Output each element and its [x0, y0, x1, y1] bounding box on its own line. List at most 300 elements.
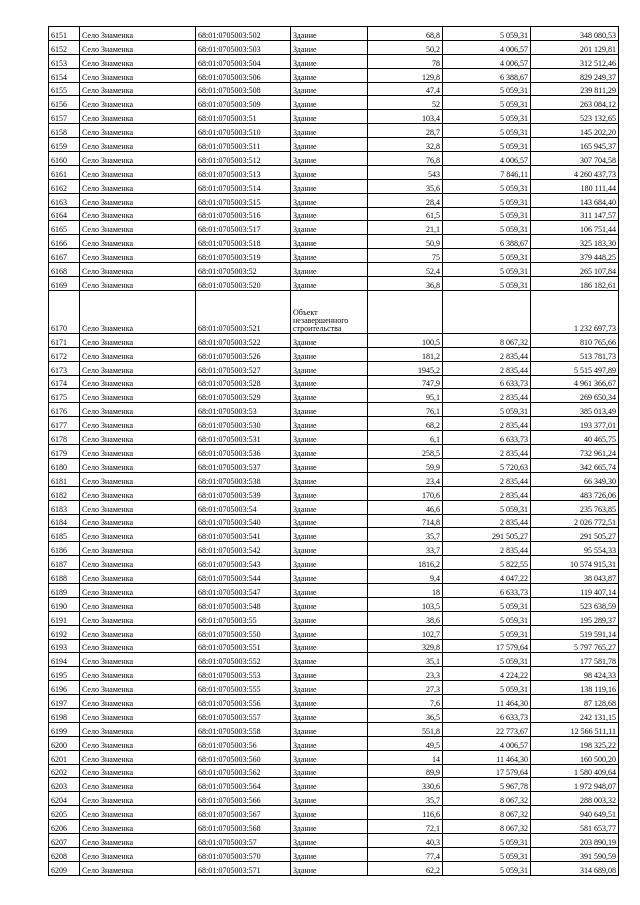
object-type-cell: Здание: [291, 207, 368, 221]
unit-value-cell: 5 059,31: [443, 263, 531, 277]
cadastral-value-cell: 106 751,44: [531, 221, 619, 235]
object-type-cell: Здание: [291, 514, 368, 528]
object-type-cell: Здание: [291, 500, 368, 514]
area-cell: 36,5: [368, 708, 443, 722]
unit-value-cell: 4 047,22: [443, 570, 531, 584]
area-cell: 95,1: [368, 389, 443, 403]
cadastral-value-cell: 348 080,53: [531, 27, 619, 41]
cadastral-number-cell: 68:01:0705003:515: [196, 193, 291, 207]
table-row: [49, 778, 619, 792]
area-cell: 714,8: [368, 514, 443, 528]
table-row: [49, 542, 619, 556]
area-cell: [368, 290, 443, 333]
cadastral-number-cell: 68:01:0705003:544: [196, 570, 291, 584]
area-cell: 103,4: [368, 110, 443, 124]
cadastral-number-cell: 68:01:0705003:529: [196, 389, 291, 403]
table-row: [49, 500, 619, 514]
area-cell: 747,9: [368, 375, 443, 389]
object-type-cell: Здание: [291, 152, 368, 166]
unit-value-cell: 5 059,31: [443, 27, 531, 41]
object-type-cell: Здание: [291, 847, 368, 861]
row-number-cell: 6179: [49, 445, 80, 459]
object-type-cell: Здание: [291, 639, 368, 653]
area-cell: 76,8: [368, 152, 443, 166]
area-cell: 9,4: [368, 570, 443, 584]
settlement-name-cell: Село Знаменка: [80, 431, 196, 445]
settlement-name-cell: Село Знаменка: [80, 179, 196, 193]
unit-value-cell: 5 059,31: [443, 249, 531, 263]
row-number-cell: 6186: [49, 542, 80, 556]
unit-value-cell: 11 464,30: [443, 750, 531, 764]
unit-value-cell: 7 846,11: [443, 165, 531, 179]
settlement-name-cell: Село Знаменка: [80, 486, 196, 500]
row-number-cell: 6164: [49, 207, 80, 221]
object-type-cell: Здание: [291, 445, 368, 459]
cadastral-number-cell: 68:01:0705003:522: [196, 333, 291, 347]
table-row: [49, 27, 619, 41]
unit-value-cell: 6 388,67: [443, 235, 531, 249]
settlement-name-cell: Село Знаменка: [80, 82, 196, 96]
table-row: [49, 290, 619, 333]
row-number-cell: 6202: [49, 764, 80, 778]
cadastral-value-cell: 119 407,14: [531, 583, 619, 597]
table-body: [49, 27, 619, 876]
row-number-cell: 6154: [49, 68, 80, 82]
unit-value-cell: 5 059,31: [443, 403, 531, 417]
area-cell: 52,4: [368, 263, 443, 277]
cadastral-number-cell: 68:01:0705003:536: [196, 445, 291, 459]
table-row: [49, 138, 619, 152]
area-cell: 59,9: [368, 458, 443, 472]
area-cell: 75: [368, 249, 443, 263]
unit-value-cell: 2 835,44: [443, 347, 531, 361]
cadastral-value-cell: 203 890,19: [531, 833, 619, 847]
settlement-name-cell: Село Знаменка: [80, 249, 196, 263]
row-number-cell: 6155: [49, 82, 80, 96]
table-row: [49, 667, 619, 681]
table-row: [49, 389, 619, 403]
cadastral-number-cell: 68:01:0705003:503: [196, 40, 291, 54]
cadastral-value-cell: 4 961 366,67: [531, 375, 619, 389]
object-type-cell: Здание: [291, 695, 368, 709]
settlement-name-cell: Село Знаменка: [80, 124, 196, 138]
settlement-name-cell: Село Знаменка: [80, 207, 196, 221]
cadastral-value-cell: 98 424,33: [531, 667, 619, 681]
table-row: [49, 361, 619, 375]
cadastral-value-cell: 38 043,87: [531, 570, 619, 584]
cadastral-number-cell: 68:01:0705003:519: [196, 249, 291, 263]
cadastral-number-cell: 68:01:0705003:547: [196, 583, 291, 597]
unit-value-cell: 4 006,57: [443, 40, 531, 54]
object-type-cell: Здание: [291, 54, 368, 68]
table-row: [49, 179, 619, 193]
unit-value-cell: 2 835,44: [443, 514, 531, 528]
cadastral-value-cell: 95 554,33: [531, 542, 619, 556]
cadastral-value-cell: 263 084,12: [531, 96, 619, 110]
settlement-name-cell: Село Знаменка: [80, 806, 196, 820]
settlement-name-cell: Село Знаменка: [80, 792, 196, 806]
settlement-name-cell: Село Знаменка: [80, 110, 196, 124]
area-cell: 23,3: [368, 667, 443, 681]
area-cell: 46,6: [368, 500, 443, 514]
area-cell: 49,5: [368, 736, 443, 750]
object-type-cell: Здание: [291, 389, 368, 403]
cadastral-number-cell: 68:01:0705003:541: [196, 528, 291, 542]
area-cell: 77,4: [368, 847, 443, 861]
cadastral-table: [48, 26, 619, 876]
cadastral-number-cell: 68:01:0705003:510: [196, 124, 291, 138]
table-row: [49, 96, 619, 110]
settlement-name-cell: Село Знаменка: [80, 445, 196, 459]
settlement-name-cell: Село Знаменка: [80, 597, 196, 611]
table-row: [49, 653, 619, 667]
cadastral-value-cell: 186 182,61: [531, 277, 619, 291]
unit-value-cell: 5 059,31: [443, 861, 531, 875]
table-row: [49, 570, 619, 584]
area-cell: 129,8: [368, 68, 443, 82]
table-row: [49, 431, 619, 445]
settlement-name-cell: Село Знаменка: [80, 833, 196, 847]
cadastral-number-cell: 68:01:0705003:548: [196, 597, 291, 611]
object-type-cell: Здание: [291, 235, 368, 249]
unit-value-cell: 5 059,31: [443, 96, 531, 110]
row-number-cell: 6176: [49, 403, 80, 417]
cadastral-value-cell: 87 128,68: [531, 695, 619, 709]
table-row: [49, 249, 619, 263]
cadastral-number-cell: 68:01:0705003:551: [196, 639, 291, 653]
table-row: [49, 750, 619, 764]
cadastral-value-cell: 940 649,51: [531, 806, 619, 820]
object-type-cell: Здание: [291, 820, 368, 834]
table-row: [49, 583, 619, 597]
object-type-cell: Здание: [291, 403, 368, 417]
cadastral-number-cell: 68:01:0705003:52: [196, 263, 291, 277]
settlement-name-cell: Село Знаменка: [80, 611, 196, 625]
settlement-name-cell: Село Знаменка: [80, 389, 196, 403]
unit-value-cell: 8 067,32: [443, 806, 531, 820]
cadastral-number-cell: 68:01:0705003:527: [196, 361, 291, 375]
unit-value-cell: 5 720,63: [443, 458, 531, 472]
table-row: [49, 165, 619, 179]
area-cell: 52: [368, 96, 443, 110]
settlement-name-cell: Село Знаменка: [80, 667, 196, 681]
row-number-cell: 6171: [49, 333, 80, 347]
settlement-name-cell: Село Знаменка: [80, 138, 196, 152]
cadastral-number-cell: 68:01:0705003:564: [196, 778, 291, 792]
unit-value-cell: 8 067,32: [443, 792, 531, 806]
settlement-name-cell: Село Знаменка: [80, 570, 196, 584]
cadastral-number-cell: 68:01:0705003:553: [196, 667, 291, 681]
settlement-name-cell: Село Знаменка: [80, 165, 196, 179]
cadastral-number-cell: 68:01:0705003:53: [196, 403, 291, 417]
settlement-name-cell: Село Знаменка: [80, 361, 196, 375]
cadastral-value-cell: 1 580 409,64: [531, 764, 619, 778]
cadastral-number-cell: 68:01:0705003:512: [196, 152, 291, 166]
row-number-cell: 6162: [49, 179, 80, 193]
table-row: [49, 403, 619, 417]
area-cell: 35,6: [368, 179, 443, 193]
area-cell: 18: [368, 583, 443, 597]
row-number-cell: 6174: [49, 375, 80, 389]
table-row: [49, 458, 619, 472]
settlement-name-cell: Село Знаменка: [80, 639, 196, 653]
unit-value-cell: 6 633,73: [443, 431, 531, 445]
object-type-cell: Здание: [291, 750, 368, 764]
cadastral-value-cell: 391 590,59: [531, 847, 619, 861]
settlement-name-cell: Село Знаменка: [80, 653, 196, 667]
cadastral-value-cell: 66 349,30: [531, 472, 619, 486]
object-type-cell: Здание: [291, 667, 368, 681]
unit-value-cell: 5 059,31: [443, 653, 531, 667]
row-number-cell: 6166: [49, 235, 80, 249]
cadastral-number-cell: 68:01:0705003:566: [196, 792, 291, 806]
table-row: [49, 611, 619, 625]
row-number-cell: 6181: [49, 472, 80, 486]
cadastral-value-cell: 314 689,08: [531, 861, 619, 875]
row-number-cell: 6152: [49, 40, 80, 54]
unit-value-cell: 6 388,67: [443, 68, 531, 82]
row-number-cell: 6180: [49, 458, 80, 472]
area-cell: 1945,2: [368, 361, 443, 375]
row-number-cell: 6196: [49, 681, 80, 695]
cadastral-value-cell: 195 289,37: [531, 611, 619, 625]
area-cell: 28,7: [368, 124, 443, 138]
row-number-cell: 6184: [49, 514, 80, 528]
unit-value-cell: 6 633,73: [443, 583, 531, 597]
table-row: [49, 193, 619, 207]
cadastral-number-cell: 68:01:0705003:558: [196, 722, 291, 736]
area-cell: 89,9: [368, 764, 443, 778]
area-cell: 1816,2: [368, 556, 443, 570]
cadastral-value-cell: 581 653,77: [531, 820, 619, 834]
cadastral-number-cell: 68:01:0705003:521: [196, 290, 291, 333]
unit-value-cell: 17 579,64: [443, 764, 531, 778]
object-type-cell: Здание: [291, 361, 368, 375]
cadastral-value-cell: 379 448,25: [531, 249, 619, 263]
area-cell: 330,6: [368, 778, 443, 792]
table-row: [49, 417, 619, 431]
settlement-name-cell: Село Знаменка: [80, 514, 196, 528]
table-row: [49, 708, 619, 722]
row-number-cell: 6182: [49, 486, 80, 500]
cadastral-value-cell: 342 665,74: [531, 458, 619, 472]
area-cell: 35,7: [368, 528, 443, 542]
cadastral-value-cell: 307 704,58: [531, 152, 619, 166]
cadastral-number-cell: 68:01:0705003:54: [196, 500, 291, 514]
settlement-name-cell: Село Знаменка: [80, 820, 196, 834]
settlement-name-cell: Село Знаменка: [80, 722, 196, 736]
area-cell: 116,6: [368, 806, 443, 820]
unit-value-cell: 2 835,44: [443, 472, 531, 486]
cadastral-number-cell: 68:01:0705003:539: [196, 486, 291, 500]
area-cell: 551,8: [368, 722, 443, 736]
object-type-cell: Здание: [291, 110, 368, 124]
row-number-cell: 6167: [49, 249, 80, 263]
unit-value-cell: 22 773,67: [443, 722, 531, 736]
table-row: [49, 375, 619, 389]
area-cell: 27,3: [368, 681, 443, 695]
cadastral-value-cell: 160 500,20: [531, 750, 619, 764]
table-row: [49, 235, 619, 249]
cadastral-number-cell: 68:01:0705003:56: [196, 736, 291, 750]
object-type-cell: Здание: [291, 472, 368, 486]
area-cell: 21,1: [368, 221, 443, 235]
settlement-name-cell: Село Знаменка: [80, 27, 196, 41]
table-row: [49, 792, 619, 806]
table-row: [49, 124, 619, 138]
cadastral-number-cell: 68:01:0705003:538: [196, 472, 291, 486]
object-type-cell: Здание: [291, 681, 368, 695]
area-cell: 38,6: [368, 611, 443, 625]
area-cell: 72,1: [368, 820, 443, 834]
area-cell: 33,7: [368, 542, 443, 556]
settlement-name-cell: Село Знаменка: [80, 333, 196, 347]
settlement-name-cell: Село Знаменка: [80, 347, 196, 361]
cadastral-number-cell: 68:01:0705003:508: [196, 82, 291, 96]
cadastral-number-cell: 68:01:0705003:567: [196, 806, 291, 820]
cadastral-value-cell: 40 465,75: [531, 431, 619, 445]
object-type-cell: Здание: [291, 82, 368, 96]
table-row: [49, 263, 619, 277]
object-type-cell: Здание: [291, 722, 368, 736]
cadastral-number-cell: 68:01:0705003:530: [196, 417, 291, 431]
settlement-name-cell: Село Знаменка: [80, 695, 196, 709]
row-number-cell: 6158: [49, 124, 80, 138]
object-type-cell: Здание: [291, 193, 368, 207]
object-type-cell: Здание: [291, 40, 368, 54]
settlement-name-cell: Село Знаменка: [80, 277, 196, 291]
cadastral-number-cell: 68:01:0705003:571: [196, 861, 291, 875]
table-row: [49, 861, 619, 875]
row-number-cell: 6194: [49, 653, 80, 667]
object-type-cell: Здание: [291, 625, 368, 639]
settlement-name-cell: Село Знаменка: [80, 417, 196, 431]
unit-value-cell: 2 835,44: [443, 417, 531, 431]
unit-value-cell: 291 505,27: [443, 528, 531, 542]
row-number-cell: 6168: [49, 263, 80, 277]
cadastral-number-cell: 68:01:0705003:540: [196, 514, 291, 528]
unit-value-cell: 5 059,31: [443, 221, 531, 235]
table-row: [49, 82, 619, 96]
cadastral-number-cell: 68:01:0705003:562: [196, 764, 291, 778]
table-row: [49, 514, 619, 528]
settlement-name-cell: Село Знаменка: [80, 681, 196, 695]
cadastral-value-cell: 235 763,85: [531, 500, 619, 514]
table-row: [49, 472, 619, 486]
cadastral-value-cell: 5 797 765,27: [531, 639, 619, 653]
cadastral-value-cell: 201 129,81: [531, 40, 619, 54]
object-type-cell: Здание: [291, 458, 368, 472]
area-cell: 28,4: [368, 193, 443, 207]
area-cell: 6,1: [368, 431, 443, 445]
object-type-cell: Здание: [291, 417, 368, 431]
cadastral-number-cell: 68:01:0705003:513: [196, 165, 291, 179]
row-number-cell: 6151: [49, 27, 80, 41]
cadastral-number-cell: 68:01:0705003:543: [196, 556, 291, 570]
unit-value-cell: 5 059,31: [443, 625, 531, 639]
cadastral-value-cell: 829 249,37: [531, 68, 619, 82]
settlement-name-cell: Село Знаменка: [80, 96, 196, 110]
unit-value-cell: 5 059,31: [443, 138, 531, 152]
area-cell: 78: [368, 54, 443, 68]
table-row: [49, 736, 619, 750]
cadastral-value-cell: 312 512,46: [531, 54, 619, 68]
row-number-cell: 6207: [49, 833, 80, 847]
unit-value-cell: 17 579,64: [443, 639, 531, 653]
cadastral-value-cell: 165 945,37: [531, 138, 619, 152]
cadastral-value-cell: 143 684,40: [531, 193, 619, 207]
object-type-cell: Здание: [291, 861, 368, 875]
object-type-cell: Здание: [291, 221, 368, 235]
area-cell: 36,8: [368, 277, 443, 291]
row-number-cell: 6192: [49, 625, 80, 639]
row-number-cell: 6165: [49, 221, 80, 235]
cadastral-number-cell: 68:01:0705003:560: [196, 750, 291, 764]
area-cell: 32,8: [368, 138, 443, 152]
table-row: [49, 847, 619, 861]
settlement-name-cell: Село Знаменка: [80, 583, 196, 597]
cadastral-value-cell: 239 811,29: [531, 82, 619, 96]
object-type-cell: Здание: [291, 347, 368, 361]
settlement-name-cell: Село Знаменка: [80, 458, 196, 472]
object-type-cell: Здание: [291, 708, 368, 722]
row-number-cell: 6185: [49, 528, 80, 542]
row-number-cell: 6201: [49, 750, 80, 764]
table-row: [49, 806, 619, 820]
cadastral-value-cell: 5 515 497,89: [531, 361, 619, 375]
row-number-cell: 6205: [49, 806, 80, 820]
cadastral-value-cell: 193 377,01: [531, 417, 619, 431]
area-cell: 100,5: [368, 333, 443, 347]
object-type-cell: Здание: [291, 124, 368, 138]
table-row: [49, 54, 619, 68]
unit-value-cell: 5 967,78: [443, 778, 531, 792]
unit-value-cell: 4 006,57: [443, 152, 531, 166]
area-cell: 50,2: [368, 40, 443, 54]
cadastral-number-cell: 68:01:0705003:516: [196, 207, 291, 221]
area-cell: 102,7: [368, 625, 443, 639]
settlement-name-cell: Село Знаменка: [80, 542, 196, 556]
object-type-cell: Здание: [291, 556, 368, 570]
unit-value-cell: 8 067,32: [443, 820, 531, 834]
object-type-cell: Здание: [291, 778, 368, 792]
row-number-cell: 6198: [49, 708, 80, 722]
settlement-name-cell: Село Знаменка: [80, 403, 196, 417]
area-cell: 68,8: [368, 27, 443, 41]
object-type-cell: Здание: [291, 583, 368, 597]
object-type-cell: Объект незавершенного строительства: [291, 290, 368, 333]
unit-value-cell: 5 059,31: [443, 833, 531, 847]
cadastral-number-cell: 68:01:0705003:570: [196, 847, 291, 861]
cadastral-value-cell: 180 111,44: [531, 179, 619, 193]
object-type-cell: Здание: [291, 528, 368, 542]
row-number-cell: 6199: [49, 722, 80, 736]
unit-value-cell: 5 059,31: [443, 500, 531, 514]
area-cell: 170,6: [368, 486, 443, 500]
object-type-cell: Здание: [291, 764, 368, 778]
settlement-name-cell: Село Знаменка: [80, 764, 196, 778]
cadastral-number-cell: 68:01:0705003:550: [196, 625, 291, 639]
row-number-cell: 6160: [49, 152, 80, 166]
unit-value-cell: 6 633,73: [443, 375, 531, 389]
cadastral-number-cell: 68:01:0705003:511: [196, 138, 291, 152]
row-number-cell: 6197: [49, 695, 80, 709]
row-number-cell: 6183: [49, 500, 80, 514]
row-number-cell: 6170: [49, 290, 80, 333]
cadastral-value-cell: 513 781,73: [531, 347, 619, 361]
settlement-name-cell: Село Знаменка: [80, 750, 196, 764]
cadastral-number-cell: 68:01:0705003:568: [196, 820, 291, 834]
